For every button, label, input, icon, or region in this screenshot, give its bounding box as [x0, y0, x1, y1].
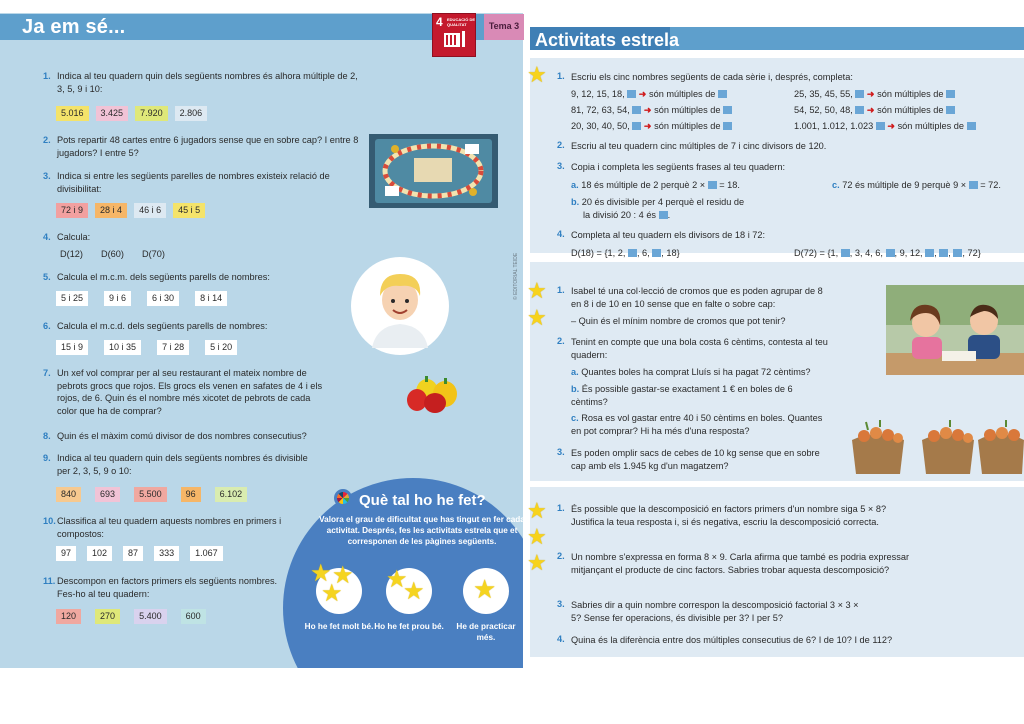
item-label: c.	[832, 180, 840, 190]
question-number: 1.	[557, 71, 565, 81]
sub-item-a	[571, 366, 811, 379]
statement-c	[832, 179, 1001, 192]
question-text: Calcula el m.c.d. dels següents parells de nombres:	[57, 321, 268, 331]
question-text: Descompon en factors primers els següents nombres. Fes-ho al teu quadern:	[57, 576, 278, 599]
question-text: Quina és la diferència entre dos múltiples consecutius de 6? I de 10? I de 112?	[571, 635, 893, 645]
self-assessment-title: Què tal ho he fet?	[359, 492, 486, 509]
series-numbers: 9, 12, 15, 18,	[571, 89, 625, 99]
question-number: 1.	[557, 285, 565, 295]
left-page-title: Ja em sé...	[22, 16, 126, 38]
right-page-title: Activitats estrela	[535, 30, 680, 50]
number-chip: 2.806	[175, 106, 208, 121]
divisor-part: , 6,	[636, 248, 650, 258]
number-chip: 693	[95, 487, 120, 502]
item-label: a.	[571, 367, 579, 377]
star-icon: ★	[386, 566, 408, 593]
series-numbers: 54, 52, 50, 48,	[794, 105, 853, 115]
blank-box	[855, 106, 864, 114]
spine-text: © EDITORIAL TEIDE	[513, 252, 519, 300]
question-text: Sabries dir a quin nombre correspon la descomposició factorial 3 × 3 × 5? Sense fer operacions, és divisible per 3? I per 5?	[571, 600, 859, 623]
series-numbers: 25, 35, 45, 55,	[794, 89, 853, 99]
blank-box	[967, 122, 976, 130]
number-chip: 3.425	[96, 106, 129, 121]
number-chip: 15 i 9	[56, 340, 88, 355]
number-chip: 600	[181, 609, 206, 624]
number-chip: 102	[87, 546, 112, 561]
number-chip: 7 i 28	[157, 340, 189, 355]
rating-label: Ho he fet prou bé.	[374, 622, 444, 631]
arrow-icon: ➜	[866, 89, 875, 99]
arrow-icon: ➜	[643, 121, 652, 131]
series-suffix: són múltiples de	[649, 89, 716, 99]
series-suffix: són múltiples de	[897, 121, 964, 131]
statement-text: = 18.	[719, 180, 740, 190]
question-number: 3.	[43, 171, 51, 181]
question-text: Pots repartir 48 cartes entre 6 jugadors sense que en sobre cap? I entre 8 jugadors? I entre 5?	[57, 135, 359, 158]
series-item	[794, 120, 976, 133]
number-chip: 840	[56, 487, 81, 502]
statement-text: 72 és múltiple de 9 perquè 9 ×	[842, 180, 967, 190]
question-text: Escriu els cinc nombres següents de cada sèrie i, després, completa:	[571, 72, 853, 82]
question-number: 8.	[43, 431, 51, 441]
blank-box	[718, 90, 727, 98]
question-text: Copia i completa les següents frases al teu quadern:	[571, 162, 785, 172]
question-number: 3.	[557, 447, 565, 457]
question-number: 9.	[43, 453, 51, 463]
star-icon: ★	[310, 560, 332, 587]
star-icon: ★	[473, 574, 497, 604]
number-chip: 120	[56, 609, 81, 624]
divisor-item: D(12)	[60, 249, 83, 259]
statement-text: 20 és divisible per 4 perquè el residu de	[581, 197, 745, 207]
sub-item-b	[571, 383, 806, 408]
statement-text: = 72.	[980, 180, 1001, 190]
question-number: 7.	[43, 368, 51, 378]
number-chip: 270	[95, 609, 120, 624]
arrow-icon: ➜	[643, 105, 652, 115]
divisor-part: , 9, 12,	[894, 248, 923, 258]
number-chip: 46 i 6	[134, 203, 166, 218]
arrow-icon: ➜	[638, 89, 647, 99]
series-suffix: són múltiples de	[877, 105, 944, 115]
question-text: Quin és el màxim comú divisor de dos nombres consecutius?	[57, 431, 307, 441]
series-suffix: són múltiples de	[654, 105, 721, 115]
question-text: Classifica al teu quadern aquests nombres en primers i compostos:	[57, 516, 282, 539]
self-assessment-clip	[0, 13, 523, 668]
number-chip: 1.067	[190, 546, 223, 561]
series-item	[571, 104, 732, 117]
question-text: Tenint en compte que una bola costa 6 cèntims, contesta al teu quadern:	[571, 337, 828, 360]
divisor-part: D(18) = {1, 2,	[571, 248, 626, 258]
star-icon: ★	[527, 278, 547, 303]
series-item	[571, 88, 727, 101]
sub-item-text: Rosa es vol gastar entre 40 i 50 cèntims en boles. Quantes en pot comprar? Hi ha més d'una resposta?	[571, 413, 823, 436]
question-text: Escriu al teu quadern cinc múltiples de 7 i cinc divisors de 120.	[571, 141, 827, 151]
question-number: 1.	[557, 503, 565, 513]
series-numbers: 1.001, 1.012, 1.023	[794, 121, 874, 131]
question-text: Indica si entre les següents parelles de nombres existeix relació de divisibilitat:	[57, 171, 330, 194]
question-number: 3.	[557, 599, 565, 609]
question-text: Un nombre s'expressa en forma 8 × 9. Carla afirma que també es podria expressar mitjançant el producte de cinc factors. Sabries trobar aquesta descomposició?	[571, 552, 910, 575]
divisor-part: , 72}	[962, 248, 981, 258]
series-numbers: 81, 72, 63, 54,	[571, 105, 630, 115]
item-label: b.	[571, 384, 580, 394]
blank-box	[708, 181, 717, 189]
blank-box	[855, 90, 864, 98]
tema-tab: Tema 3	[484, 14, 524, 40]
arrow-icon: ➜	[866, 105, 875, 115]
series-suffix: són múltiples de	[654, 121, 721, 131]
star-icon: ★	[527, 62, 547, 87]
blank-box	[632, 122, 641, 130]
question-text: Un xef vol comprar per al seu restaurant el mateix nombre de pebrots grocs que rojos. Els grocs els venen en safates de 4 i els rojos, de 6. Quin és el nombre més xicotet de pebrots de cada color que ha de comprar?	[57, 368, 323, 416]
sub-question: – Quin és el mínim nombre de cromos que pot tenir?	[571, 316, 786, 326]
rating-label: Ho he fet molt bé.	[304, 622, 374, 631]
number-chip: 96	[181, 487, 201, 502]
question-number: 2.	[43, 135, 51, 145]
divisors-18	[571, 247, 680, 260]
question-number: 2.	[557, 140, 565, 150]
series-item	[794, 104, 955, 117]
star-icon: ★	[321, 580, 343, 607]
statement-text: la divisió 20 : 4 és	[583, 209, 657, 220]
blank-box	[723, 106, 732, 114]
question-number: 6.	[43, 321, 51, 331]
number-chip: 5.400	[134, 609, 167, 624]
blank-box	[627, 90, 636, 98]
blank-box	[632, 106, 641, 114]
number-chip: 72 i 9	[56, 203, 88, 218]
question-number: 1.	[43, 71, 51, 81]
blank-box	[723, 122, 732, 130]
rating-good[interactable]	[386, 568, 432, 614]
question-text: És possible que la descomposició en factors primers d'un nombre siga 5 × 8? Justifica la teua resposta i, si és negativa, escriu la descomposició correcta.	[571, 504, 887, 527]
blank-box	[946, 90, 955, 98]
question-text: Es poden omplir sacs de cebes de 10 kg sense que en sobre cap amb els 1.945 kg d'un magatzem?	[571, 448, 820, 471]
star-icon: ★	[403, 578, 425, 605]
rating-label: He de practicar més.	[456, 622, 516, 642]
question-number: 4.	[557, 229, 565, 239]
star-icon: ★	[527, 498, 547, 523]
divisors-72	[794, 247, 981, 260]
item-label: c.	[571, 413, 579, 423]
question-number: 2.	[557, 551, 565, 561]
question-number: 10.	[43, 516, 56, 526]
statement-text: 18 és múltiple de 2 perquè 2 ×	[581, 180, 706, 190]
star-icon: ★	[527, 524, 547, 549]
divisor-part: ,	[948, 248, 951, 258]
star-icon: ★	[527, 305, 547, 330]
arrow-icon: ➜	[887, 121, 896, 131]
number-chip: 7.920	[135, 106, 168, 121]
number-chip: 97	[56, 546, 76, 561]
star-icon: ★	[527, 550, 547, 575]
number-chip: 8 i 14	[195, 291, 227, 306]
number-chip: 5 i 20	[205, 340, 237, 355]
question-number: 2.	[557, 336, 565, 346]
series-item	[794, 88, 955, 101]
blank-box	[886, 249, 895, 257]
number-chip: 5.500	[134, 487, 167, 502]
blank-box	[876, 122, 885, 130]
question-number: 11.	[43, 576, 56, 586]
sub-item-c	[571, 412, 833, 437]
question-number: 3.	[557, 161, 565, 171]
star-icon: ★	[332, 562, 354, 589]
divisor-item: D(60)	[100, 249, 124, 259]
number-chip: 87	[123, 546, 143, 561]
onion-sacks-illustration	[848, 420, 1024, 476]
statement-a	[571, 179, 740, 192]
number-chip: 9 i 6	[104, 291, 131, 306]
self-assessment-text: Valora el grau de dificultat que has tingut en fer cada activitat. Després, fes les activitats estrela que et corresponen de les pàgines següents.	[319, 515, 525, 546]
blank-box	[841, 249, 850, 257]
statement-b: b. 20 és divisible per 4 perquè el residu de la divisió 20 : 4 és .	[571, 197, 745, 220]
number-chip: 6.102	[215, 487, 248, 502]
blank-box	[659, 211, 668, 219]
sdg-wheel-icon	[334, 489, 352, 507]
series-numbers: 20, 30, 40, 50,	[571, 121, 630, 131]
divisor-part: , 18}	[661, 248, 680, 258]
divisor-item: D(70)	[141, 249, 165, 259]
sub-item-text: Quantes boles ha comprat Lluís si ha pagat 72 cèntims?	[581, 367, 811, 377]
number-chip: 5.016	[56, 106, 89, 121]
question-number: 5.	[43, 272, 51, 282]
divisor-part: , 3, 4, 6,	[849, 248, 883, 258]
question-text: Calcula el m.c.m. dels següents parells de nombres:	[57, 272, 270, 282]
number-chip: 6 i 30	[147, 291, 179, 306]
number-chip: 28 i 4	[95, 203, 127, 218]
blank-box	[969, 181, 978, 189]
question-text: Indica al teu quadern quin dels següents nombres és divisible per 2, 3, 5, 9 o 10:	[57, 453, 308, 476]
number-chip: 45 i 5	[173, 203, 205, 218]
item-label: a.	[571, 180, 579, 190]
sub-item-text: És possible gastar-se exactament 1 € en boles de 6 cèntims?	[571, 384, 793, 407]
blank-box	[939, 249, 948, 257]
series-suffix: són múltiples de	[877, 89, 944, 99]
item-label: b.	[571, 197, 580, 207]
blank-box	[946, 106, 955, 114]
divisor-part: ,	[934, 248, 937, 258]
question-text: Completa al teu quadern els divisors de 18 i 72:	[571, 230, 766, 240]
rating-very-good[interactable]	[310, 560, 362, 614]
number-chip: 333	[154, 546, 179, 561]
number-chip: 5 i 25	[56, 291, 88, 306]
number-chip: 10 i 35	[104, 340, 141, 355]
children-reading-illustration	[886, 285, 1024, 375]
blank-box	[652, 249, 661, 257]
question-number: 4.	[43, 232, 51, 242]
blank-box	[628, 249, 637, 257]
question-text: Indica al teu quadern quin dels següents nombres és alhora múltiple de 2, 3, 5, 9 i 10:	[57, 71, 358, 94]
question-text: Isabel té una col·lecció de cromos que es poden agrupar de 8 en 8 i de 10 en 10 sense que en falte o sobre cap:	[571, 286, 823, 309]
divisor-part: D(72) = {1,	[794, 248, 839, 258]
question-number: 4.	[557, 634, 565, 644]
blank-box	[925, 249, 934, 257]
series-item	[571, 120, 732, 133]
sdg-number: 4	[436, 15, 443, 29]
rating-practice-more[interactable]	[463, 568, 509, 614]
question-text: Calcula:	[57, 232, 91, 242]
sdg-text: EDUCACIÓ DE QUALITAT	[447, 17, 476, 27]
